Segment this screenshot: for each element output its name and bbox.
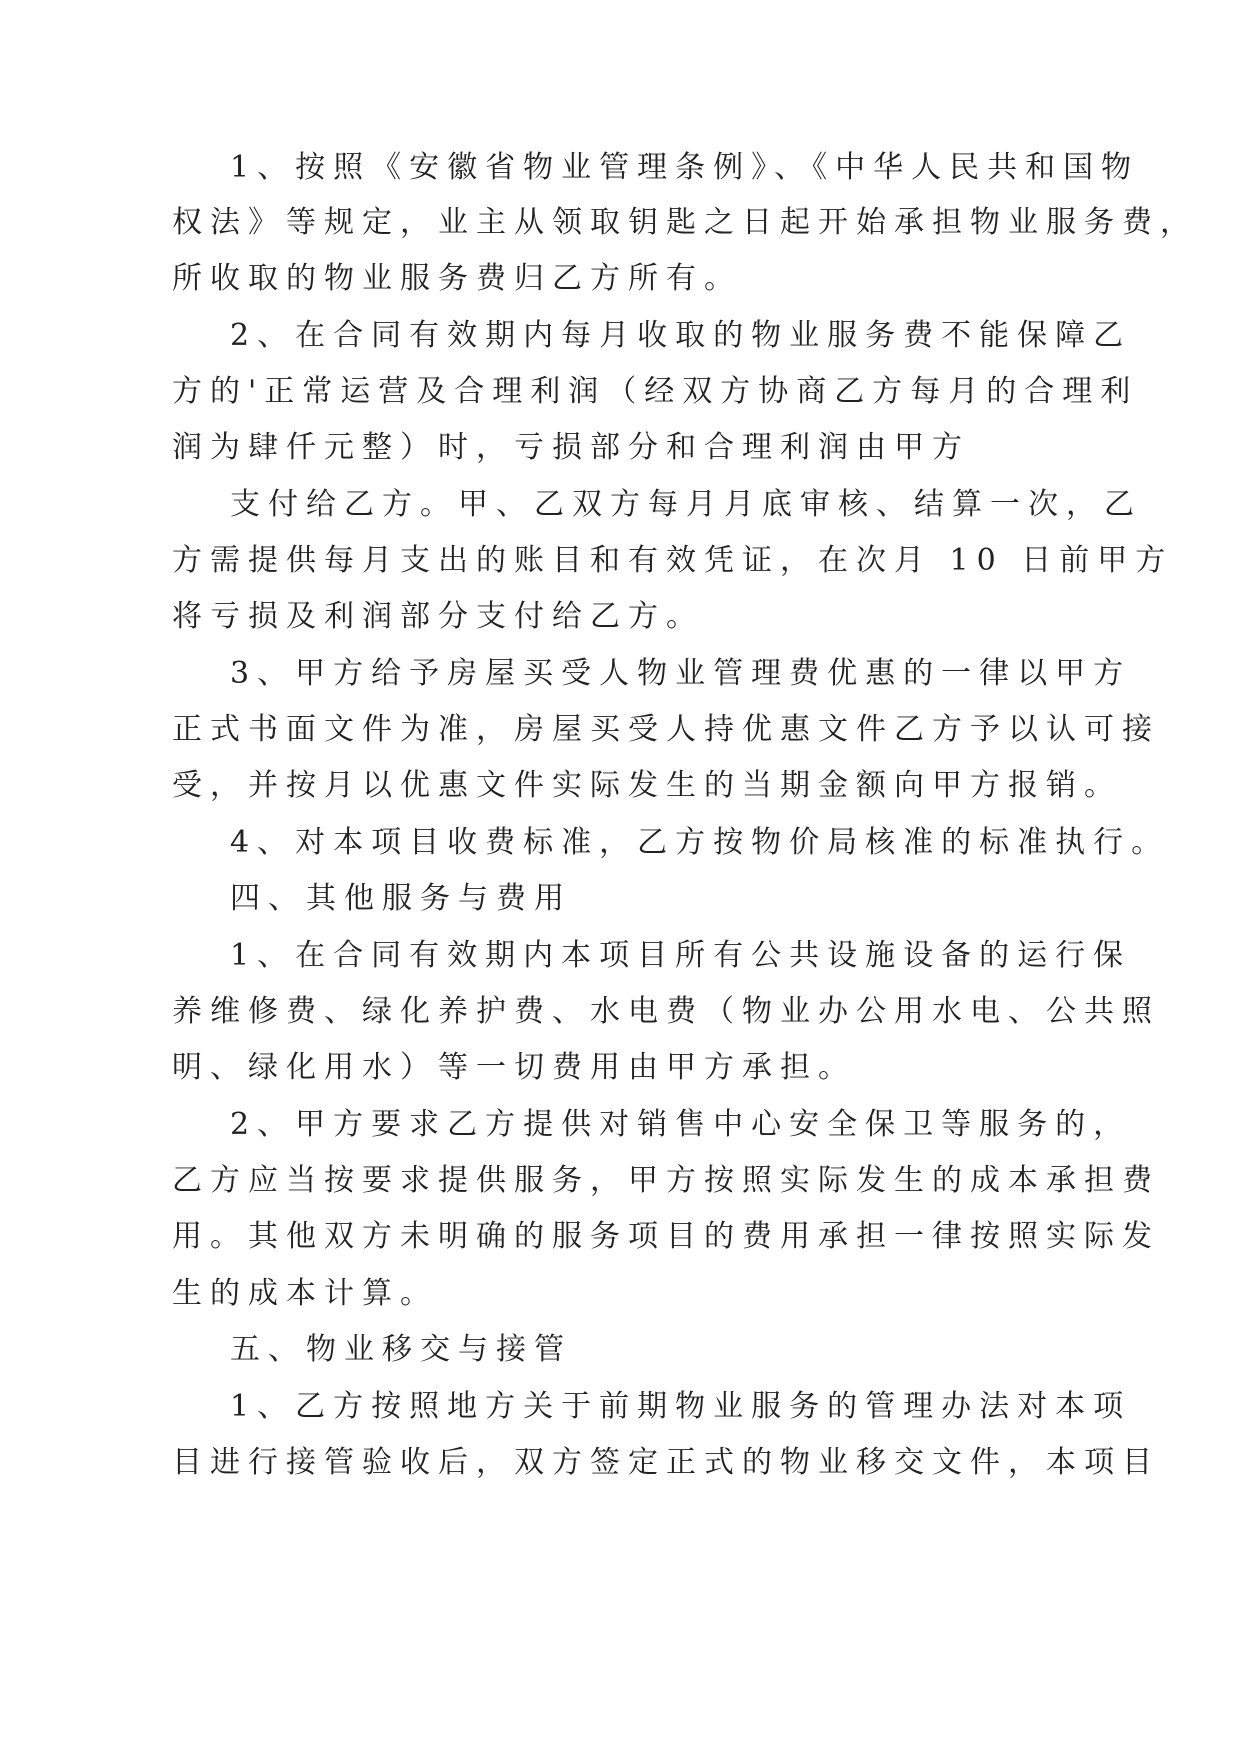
text-line: 用。其他双方未明确的服务项目的费用承担一律按照实际发	[172, 1219, 1160, 1254]
text-line: 将亏损及利润部分支付给乙方。	[172, 599, 704, 634]
text-line: 1、在合同有效期内本项目所有公共设施设备的运行保	[230, 938, 1132, 973]
text-line: 权法》等规定，业主从领取钥匙之日起开始承担物业服务费，	[172, 205, 1198, 240]
text-line: 1、乙方按照地方关于前期物业服务的管理办法对本项	[230, 1389, 1132, 1424]
text-line: 2、甲方要求乙方提供对销售中心安全保卫等服务的，	[230, 1107, 1132, 1142]
text-line: 生的成本计算。	[172, 1276, 438, 1311]
text-line: 3、甲方给予房屋买受人物业管理费优惠的一律以甲方	[230, 656, 1132, 691]
section-heading: 五、物业移交与接管	[230, 1332, 572, 1367]
text-line: 养维修费、绿化养护费、水电费（物业办公用水电、公共照	[172, 994, 1160, 1029]
text-line: 方的'正常运营及合理利润（经双方协商乙方每月的合理利	[172, 374, 1139, 409]
text-line: 目进行接管验收后，双方签定正式的物业移交文件，本项目	[172, 1445, 1160, 1480]
text-line: 乙方应当按要求提供服务，甲方按照实际发生的成本承担费	[172, 1163, 1160, 1198]
text-line: 支付给乙方。甲、乙双方每月月底审核、结算一次，乙	[230, 487, 1142, 522]
text-line: 受，并按月以优惠文件实际发生的当期金额向甲方报销。	[172, 768, 1122, 803]
text-line: 1、按照《安徽省物业管理条例》、《中华人民共和国物	[230, 150, 1140, 185]
text-line: 2、在合同有效期内每月收取的物业服务费不能保障乙	[230, 318, 1132, 353]
text-line: 4、对本项目收费标准，乙方按物价局核准的标准执行。	[230, 825, 1170, 860]
text-line: 正式书面文件为准，房屋买受人持优惠文件乙方予以认可接	[172, 712, 1160, 747]
section-heading: 四、其他服务与费用	[230, 881, 572, 916]
text-line: 方需提供每月支出的账目和有效凭证，在次月 10 日前甲方	[172, 543, 1174, 578]
text-line: 润为肆仟元整）时，亏损部分和合理利润由甲方	[172, 430, 970, 465]
text-line: 所收取的物业服务费归乙方所有。	[172, 261, 742, 296]
text-line: 明、绿化用水）等一切费用由甲方承担。	[172, 1050, 856, 1085]
